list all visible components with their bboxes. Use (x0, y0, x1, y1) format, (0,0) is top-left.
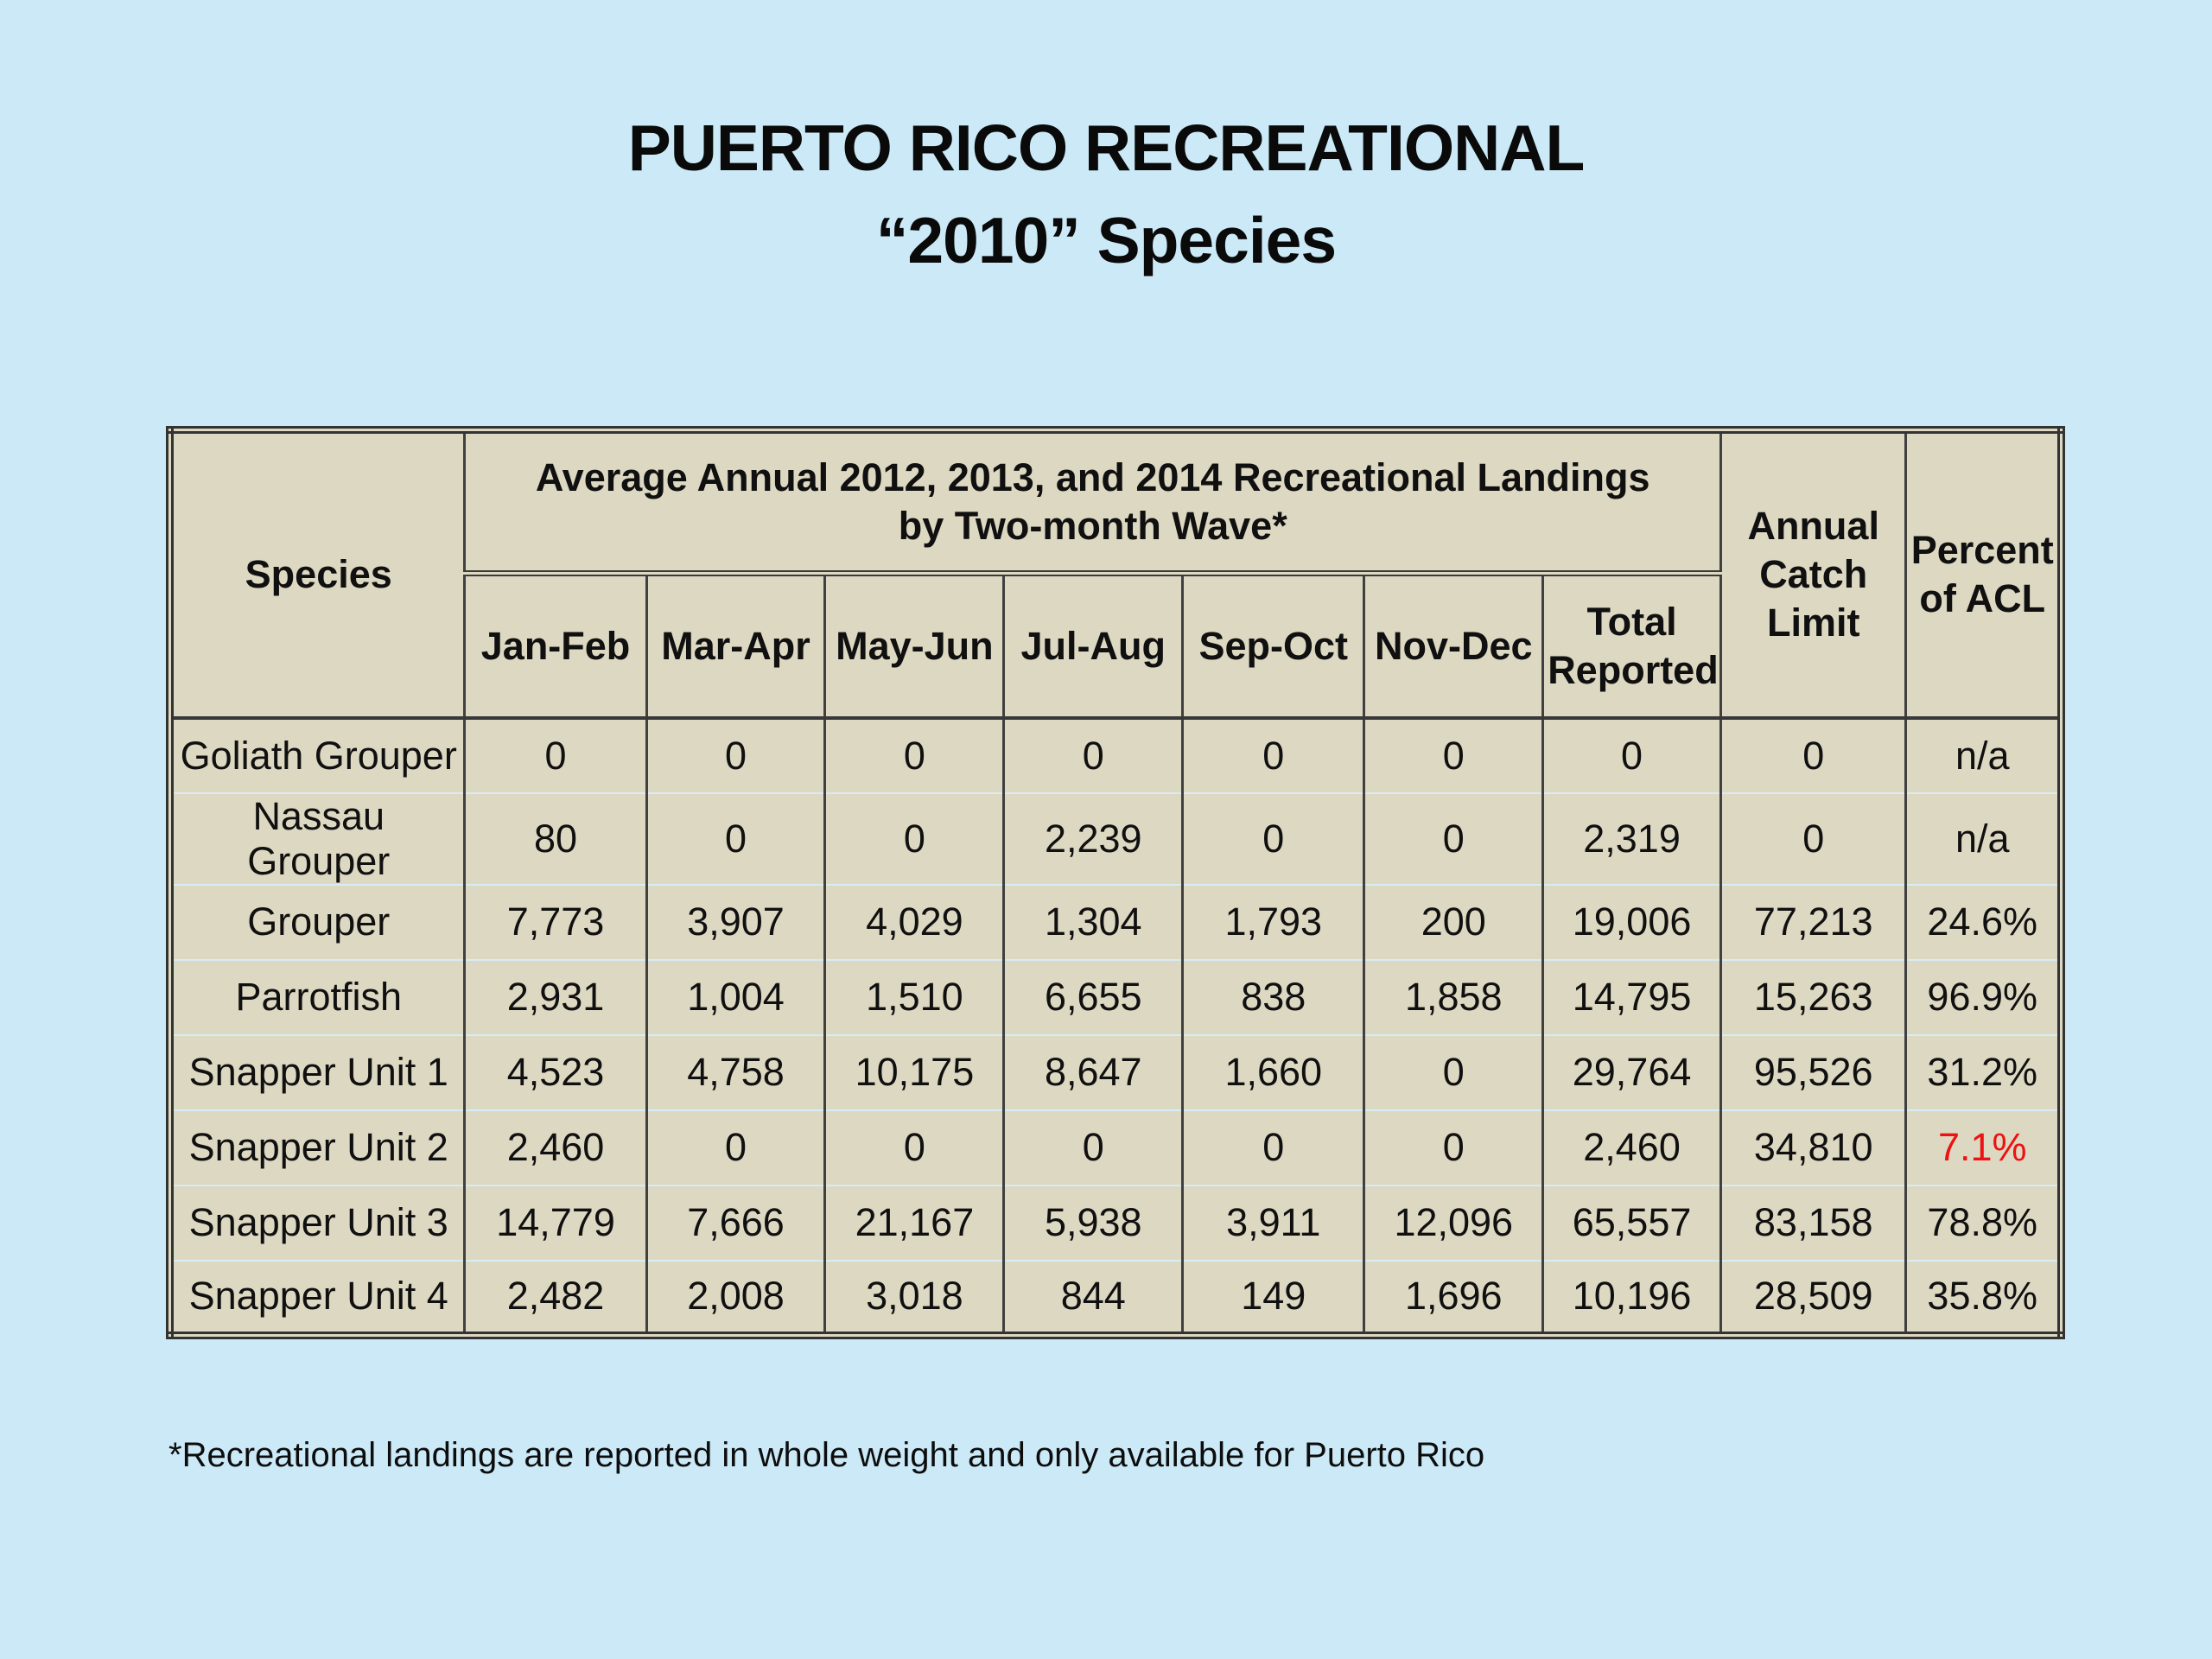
column-header-jul-aug: Jul-Aug (1004, 574, 1183, 718)
acl-cell: 15,263 (1720, 960, 1906, 1035)
total-reported-cell: 65,557 (1543, 1185, 1721, 1261)
value-cell-may-jun: 10,175 (825, 1035, 1004, 1110)
page-title-line2: “2010” Species (875, 203, 1337, 276)
table-row-snapper-unit-1 (170, 1035, 2062, 1110)
percent-acl-cell: 24.6% (1906, 885, 2062, 960)
column-header-species: Species (170, 430, 465, 718)
species-cell: Snapper Unit 2 (170, 1110, 465, 1185)
value-cell-mar-apr: 0 (646, 1110, 825, 1185)
percent-acl-cell: 78.8% (1906, 1185, 2062, 1261)
column-header-sep-oct: Sep-Oct (1183, 574, 1364, 718)
value-cell-jan-feb: 2,482 (465, 1261, 646, 1336)
value-cell-jul-aug: 844 (1004, 1261, 1183, 1336)
table-row-snapper-unit-2 (170, 1110, 2062, 1185)
value-cell-nov-dec: 0 (1364, 793, 1543, 885)
acl-cell: 34,810 (1720, 1110, 1906, 1185)
value-cell-mar-apr: 0 (646, 718, 825, 793)
acl-cell: 28,509 (1720, 1261, 1906, 1336)
table-row-grouper (170, 885, 2062, 960)
table-row-snapper-unit-3 (170, 1185, 2062, 1261)
header-row-group (170, 430, 2062, 574)
footnote: *Recreational landings are reported in whole weight and only available for Puerto Rico (168, 1436, 1485, 1474)
value-cell-may-jun: 1,510 (825, 960, 1004, 1035)
total-reported-cell: 2,460 (1543, 1110, 1721, 1185)
value-cell-may-jun: 0 (825, 793, 1004, 885)
value-cell-jul-aug: 6,655 (1004, 960, 1183, 1035)
value-cell-mar-apr: 3,907 (646, 885, 825, 960)
value-cell-nov-dec: 12,096 (1364, 1185, 1543, 1261)
total-reported-cell: 2,319 (1543, 793, 1721, 885)
table-row-nassau-grouper (170, 793, 2062, 885)
species-cell: Nassau Grouper (170, 793, 465, 885)
value-cell-jan-feb: 14,779 (465, 1185, 646, 1261)
species-cell: Grouper (170, 885, 465, 960)
value-cell-mar-apr: 4,758 (646, 1035, 825, 1110)
value-cell-jan-feb: 0 (465, 718, 646, 793)
value-cell-may-jun: 0 (825, 718, 1004, 793)
value-cell-may-jun: 3,018 (825, 1261, 1004, 1336)
species-cell: Snapper Unit 4 (170, 1261, 465, 1336)
acl-cell: 83,158 (1720, 1185, 1906, 1261)
species-cell: Snapper Unit 1 (170, 1035, 465, 1110)
value-cell-nov-dec: 0 (1364, 1110, 1543, 1185)
percent-acl-cell-highlight: 7.1% (1906, 1110, 2062, 1185)
value-cell-sep-oct: 0 (1183, 718, 1364, 793)
total-reported-cell: 29,764 (1543, 1035, 1721, 1110)
value-cell-may-jun: 21,167 (825, 1185, 1004, 1261)
page-title-line1: PUERTO RICO RECREATIONAL (627, 111, 1585, 184)
column-header-acl: Annual Catch Limit (1720, 430, 1906, 718)
value-cell-jul-aug: 5,938 (1004, 1185, 1183, 1261)
table-row-snapper-unit-4 (170, 1261, 2062, 1336)
total-reported-cell: 14,795 (1543, 960, 1721, 1035)
acl-cell: 95,526 (1720, 1035, 1906, 1110)
percent-acl-cell: n/a (1906, 793, 2062, 885)
percent-acl-cell: 96.9% (1906, 960, 2062, 1035)
value-cell-jul-aug: 0 (1004, 1110, 1183, 1185)
group-header-line1: Average Annual 2012, 2013, and 2014 Recreational Landings (535, 454, 1650, 499)
acl-cell: 0 (1720, 718, 1906, 793)
value-cell-sep-oct: 0 (1183, 793, 1364, 885)
table-row-parrotfish (170, 960, 2062, 1035)
value-cell-sep-oct: 1,793 (1183, 885, 1364, 960)
value-cell-nov-dec: 0 (1364, 718, 1543, 793)
column-header-total-reported: Total Reported (1543, 574, 1721, 718)
value-cell-mar-apr: 1,004 (646, 960, 825, 1035)
table-row-goliath-grouper (170, 718, 2062, 793)
percent-acl-cell: 31.2% (1906, 1035, 2062, 1110)
landings-table (166, 426, 2065, 1339)
value-cell-sep-oct: 1,660 (1183, 1035, 1364, 1110)
value-cell-jan-feb: 4,523 (465, 1035, 646, 1110)
value-cell-nov-dec: 1,858 (1364, 960, 1543, 1035)
value-cell-sep-oct: 838 (1183, 960, 1364, 1035)
group-header-line2: by Two-month Wave* (898, 504, 1287, 548)
acl-cell: 77,213 (1720, 885, 1906, 960)
column-header-jan-feb: Jan-Feb (465, 574, 646, 718)
species-cell: Goliath Grouper (170, 718, 465, 793)
total-reported-cell: 19,006 (1543, 885, 1721, 960)
column-header-mar-apr: Mar-Apr (646, 574, 825, 718)
value-cell-jan-feb: 2,931 (465, 960, 646, 1035)
value-cell-nov-dec: 0 (1364, 1035, 1543, 1110)
value-cell-jul-aug: 0 (1004, 718, 1183, 793)
column-header-may-jun: May-Jun (825, 574, 1004, 718)
value-cell-sep-oct: 3,911 (1183, 1185, 1364, 1261)
page-title (0, 102, 2212, 286)
percent-acl-cell: 35.8% (1906, 1261, 2062, 1336)
column-header-percent: Percent of ACL (1906, 430, 2062, 718)
value-cell-jan-feb: 7,773 (465, 885, 646, 960)
value-cell-jul-aug: 8,647 (1004, 1035, 1183, 1110)
column-header-nov-dec: Nov-Dec (1364, 574, 1543, 718)
value-cell-jul-aug: 1,304 (1004, 885, 1183, 960)
total-reported-cell: 0 (1543, 718, 1721, 793)
value-cell-jul-aug: 2,239 (1004, 793, 1183, 885)
species-cell: Parrotfish (170, 960, 465, 1035)
value-cell-sep-oct: 149 (1183, 1261, 1364, 1336)
column-header-group (465, 430, 1720, 574)
value-cell-nov-dec: 200 (1364, 885, 1543, 960)
total-reported-cell: 10,196 (1543, 1261, 1721, 1336)
value-cell-jan-feb: 2,460 (465, 1110, 646, 1185)
value-cell-jan-feb: 80 (465, 793, 646, 885)
value-cell-sep-oct: 0 (1183, 1110, 1364, 1185)
species-cell: Snapper Unit 3 (170, 1185, 465, 1261)
value-cell-mar-apr: 0 (646, 793, 825, 885)
value-cell-may-jun: 0 (825, 1110, 1004, 1185)
percent-acl-cell: n/a (1906, 718, 2062, 793)
value-cell-may-jun: 4,029 (825, 885, 1004, 960)
value-cell-mar-apr: 7,666 (646, 1185, 825, 1261)
value-cell-mar-apr: 2,008 (646, 1261, 825, 1336)
acl-cell: 0 (1720, 793, 1906, 885)
value-cell-nov-dec: 1,696 (1364, 1261, 1543, 1336)
